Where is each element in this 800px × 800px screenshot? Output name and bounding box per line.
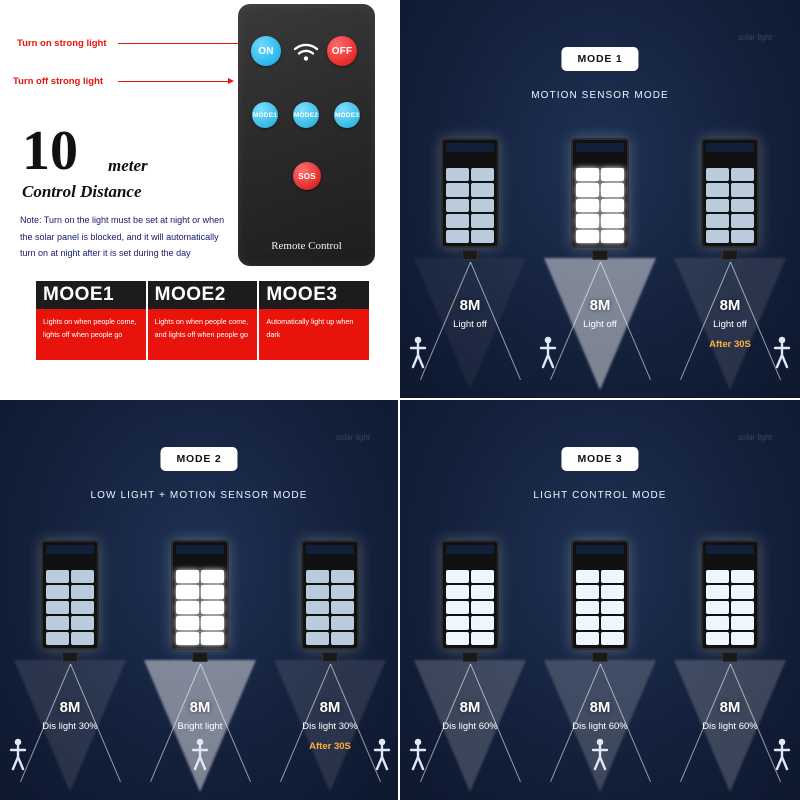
distance-label: 8M [719, 297, 741, 314]
state-label: Dis light 30% [42, 721, 98, 732]
after-delay-label: After 30S [709, 339, 751, 350]
solar-panel [706, 545, 754, 554]
state-label: Light off [713, 319, 747, 330]
solar-panel [446, 545, 494, 554]
state-label: Light off [583, 319, 617, 330]
mode-badge: MODE 3 [561, 447, 638, 471]
distance-number: 10 [22, 120, 78, 182]
person-icon [372, 738, 392, 772]
solar-panel [176, 545, 224, 554]
mode2-button[interactable]: MODE2 [293, 102, 319, 128]
mode3-button[interactable]: MODE3 [334, 102, 360, 128]
leader-line-on [118, 43, 248, 44]
mode-column-head: MOOE3 [259, 281, 369, 309]
mode-table [36, 281, 369, 360]
callout-turn-off: Turn off strong light [13, 76, 104, 87]
solar-lamp [301, 540, 359, 650]
panel-mode-2 [0, 400, 400, 800]
lamp-scene [266, 540, 394, 800]
state-label: Dis light 30% [302, 721, 358, 732]
state-label: Dis light 60% [572, 721, 628, 732]
mode-subtitle: MOTION SENSOR MODE [531, 90, 669, 101]
solar-lamp [571, 138, 629, 248]
lamp-bracket [592, 250, 608, 260]
distance-label: 8M [459, 297, 481, 314]
lamp-scene [406, 138, 534, 398]
mode-badge: MODE 2 [160, 447, 237, 471]
mode-column-body: Lights on when people come, lights off when people go [36, 309, 146, 360]
distance-label: 8M [59, 699, 81, 716]
sos-button[interactable]: SOS [293, 162, 321, 190]
distance-label: 8M [589, 699, 611, 716]
mode-column [148, 281, 258, 360]
solar-panel [576, 545, 624, 554]
lamp-bracket [192, 652, 208, 662]
mode-column [36, 281, 146, 360]
state-label: Light off [453, 319, 487, 330]
state-label: Dis light 60% [442, 721, 498, 732]
lamp-bracket [322, 652, 338, 662]
lamp-scene [6, 540, 134, 800]
person-icon [408, 738, 428, 772]
remote-caption: Remote Control [271, 240, 342, 252]
lamp-scene [666, 540, 794, 800]
mode-column-body: Automatically light up when dark [259, 309, 369, 360]
off-button[interactable]: OFF [327, 36, 357, 66]
mode-column-head: MOOE1 [36, 281, 146, 309]
person-icon [538, 336, 558, 370]
solar-lamp [441, 540, 499, 650]
callout-turn-on: Turn on strong light [17, 38, 107, 49]
wifi-icon [292, 40, 320, 62]
panel-remote-control [0, 0, 400, 400]
distance-label: 8M [589, 297, 611, 314]
person-icon [772, 336, 792, 370]
lamp-scene [666, 138, 794, 398]
solar-panel [576, 143, 624, 152]
lamp-bracket [462, 652, 478, 662]
arrow-head-off [228, 78, 234, 84]
mode-subtitle: LOW LIGHT + MOTION SENSOR MODE [90, 490, 308, 501]
watermark-logo: solar light [335, 433, 371, 442]
solar-panel [306, 545, 354, 554]
lamp-bracket [462, 250, 478, 260]
distance-label: 8M [719, 699, 741, 716]
solar-panel [446, 143, 494, 152]
solar-lamp [41, 540, 99, 650]
lamp-scene [536, 138, 664, 398]
solar-panel [46, 545, 94, 554]
panel-mode-3 [400, 400, 800, 800]
distance-unit: meter [108, 156, 148, 175]
person-icon [408, 336, 428, 370]
mode-badge: MODE 1 [561, 47, 638, 71]
mode-column-body: Lights on when people come, and lights off when people go [148, 309, 258, 360]
watermark-logo: solar light [737, 433, 773, 442]
lamp-scene [406, 540, 534, 800]
panel-mode-1 [400, 0, 800, 400]
watermark-logo: solar light [737, 33, 773, 42]
lamp-scene [136, 540, 264, 800]
lamp-scene [536, 540, 664, 800]
solar-lamp [441, 138, 499, 248]
solar-lamp [171, 540, 229, 650]
on-button[interactable]: ON [251, 36, 281, 66]
solar-lamp [701, 138, 759, 248]
lamp-bracket [722, 652, 738, 662]
distance-label: 8M [459, 699, 481, 716]
person-icon [590, 738, 610, 772]
person-icon [8, 738, 28, 772]
lamp-bracket [592, 652, 608, 662]
mode-column-head: MOOE2 [148, 281, 258, 309]
solar-panel [706, 143, 754, 152]
distance-label: 8M [319, 699, 341, 716]
person-icon [772, 738, 792, 772]
leader-line-off [118, 81, 230, 82]
after-delay-label: After 30S [309, 741, 351, 752]
solar-lamp [571, 540, 629, 650]
lamp-bracket [722, 250, 738, 260]
usage-note: Note: Turn on the light must be set at night or when the solar panel is blocked, and it will automatically turn on at night after it is set during the day [20, 215, 225, 259]
lamp-bracket [62, 652, 78, 662]
remote-control-body [238, 4, 375, 266]
distance-label: 8M [189, 699, 211, 716]
solar-lamp [701, 540, 759, 650]
mode1-button[interactable]: MODE1 [252, 102, 278, 128]
distance-caption: Control Distance [22, 182, 142, 201]
state-label: Bright light [177, 721, 223, 732]
mode-subtitle: LIGHT CONTROL MODE [533, 490, 667, 501]
mode-column [259, 281, 369, 360]
state-label: Dis light 60% [702, 721, 758, 732]
person-icon [190, 738, 210, 772]
